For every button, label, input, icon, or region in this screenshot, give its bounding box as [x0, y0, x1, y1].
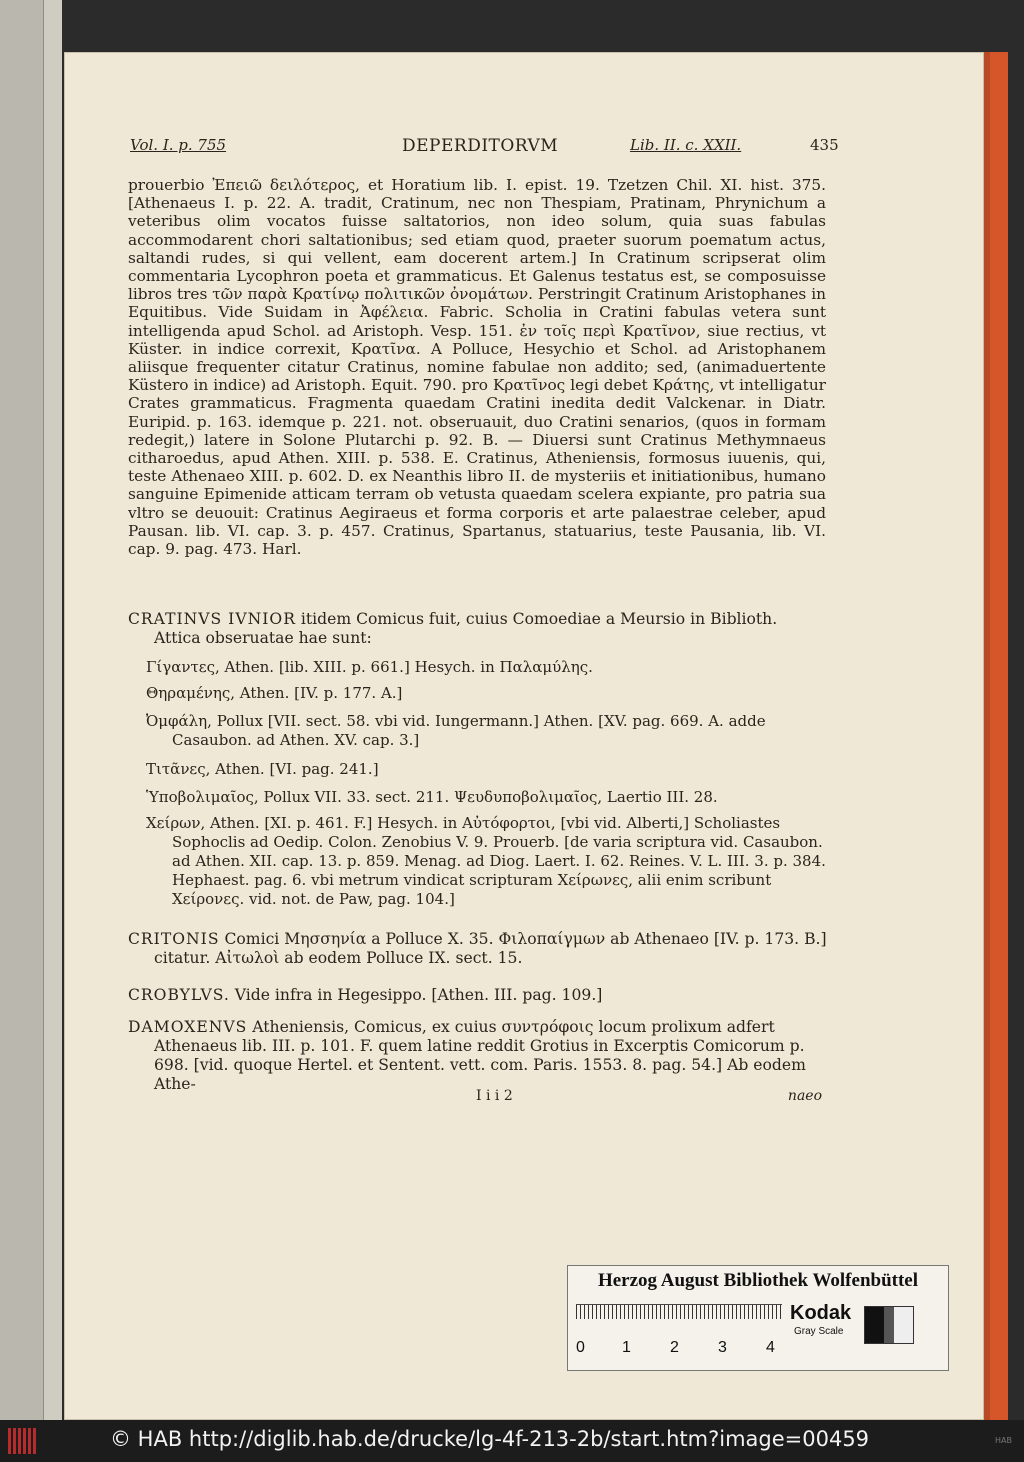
page-foot: [128, 1088, 826, 1106]
scale-ruler: [576, 1304, 782, 1356]
viewer-footer: [0, 1420, 1024, 1462]
signature-mark: I i i 2: [476, 1088, 513, 1104]
library-name: Herzog August Bibliothek Wolfenbüttel: [597, 1270, 919, 1291]
play-text: Ὀμφάλη, Pollux [VII. sect. 58. vbi vid. Iungermann.] Athen. [XV. pag. 669. A. adde Casaubon. ad Athen. XV. cap. 3.]: [146, 712, 766, 749]
play-item: [146, 814, 826, 909]
page-edge-strip: [984, 52, 1008, 1420]
library-color-target: [567, 1265, 949, 1371]
ruler-number: 4: [766, 1339, 775, 1356]
play-item: [146, 760, 826, 779]
ruler-number: 2: [670, 1339, 679, 1356]
body-paragraph: [128, 176, 826, 558]
play-item: [146, 684, 826, 703]
entry-text: Comici Μησσηνία a Polluce X. 35. Φιλοπαίγμων ab Athenaeo [IV. p. 173. B.] citatur. Αἰτωλοὶ ab eodem Polluce IX. sect. 15.: [154, 930, 827, 967]
play-item: [146, 658, 826, 677]
volume-reference: Vol. I. p. 755: [130, 136, 227, 154]
play-text: Τιτᾶνες, Athen. [VI. pag. 241.]: [146, 760, 379, 778]
entry-text: Vide infra in Hegesippo. [Athen. III. pag. 109.]: [234, 986, 603, 1004]
catchword: naeo: [787, 1088, 822, 1104]
play-text: Θηραμένης, Athen. [IV. p. 177. A.]: [146, 684, 403, 702]
entry-lemma: CRITONIS: [128, 930, 220, 948]
copyright-link[interactable]: © HAB http://diglib.hab.de/drucke/lg-4f-213-2b/start.htm?image=00459: [110, 1427, 870, 1451]
gray-scale-swatch: [864, 1306, 914, 1344]
kodak-logo: Kodak: [790, 1302, 852, 1324]
entry-critonis: [128, 930, 828, 968]
book-chapter-reference: Lib. II. c. XXII.: [630, 136, 742, 154]
entry-damoxenus: [128, 1018, 828, 1094]
running-title: DEPERDITORVM: [402, 136, 559, 156]
running-header: [130, 136, 839, 158]
continued-paragraph: prouerbio Ἐπειῶ δειλότερος, et Horatium lib. I. epist. 19. Tzetzen Chil. XI. hist. 375. [Athenaeus I. p. 22. A. tradit, Cratinum, nec non Thespiam, Pratinam, Phrynichum a veteribus olim vocatos fuisse saltatorios, non ideo solum, quia suas fabulas accommodarent chori saltationibus; sed etiam quod, praeter suorum poematum actus, saltandi rudes, si qui vellent, eam docerent artem.] In Cratinum scripserat olim commentaria Lycophron poeta et grammaticus. Et Galenus testatus est, se composuisse libros tres τῶν παρὰ Κρατίνῳ πολιτικῶν ὀνομάτων. Perstringit Cratinum Aristophanes in Equitibus. Vide Suidam in Ἀφέλεια. Fabric. Scholia in Cratini fabulas vetera sunt intelligenda apud Schol. ad Aristoph. Vesp. 151. ἐν τοῖς περὶ Κρατῖνον, siue rectius, vt Küster. in indice correxit, Κρατῖνα. A Polluce, Hesychio et Schol. ad Aristophanem aliisque frequenter citatur Cratinus, nomine fabulae non addito; sed, (animaduertente Küstero in indice) ad Aristoph. Equit. 790. pro Κρατῖνος legi debet Κράτης, vt intelligatur Crates grammaticus. Fragmenta quaedam Cratini inedita dedit Valckenar. in Diatr. Euripid. p. 163. idemque p. 221. not. obseruauit, duo Cratini senarios, (quos in formam redegit,) latere in Solone Plutarchi p. 92. B. — Diuersi sunt Cratinus Methymnaeus citharoedus, apud Athen. XIII. p. 538. E. Cratinus, Atheniensis, formosus iuuenis, qui, teste Athenaeo XIII. p. 602. D. ex Neanthis libro II. de mysteriis et initiationibus, humano sanguine Epimenide atticam terram ob vetusta quaedam scelera expiante, pro patria sua vltro se deuouit: Cratinus Aegiraeus et forma corporis et arte palaestrae celeber, apud Pausan. lib. VI. cap. 3. p. 457. Cratinus, Spartanus, statuarius, teste Pausania, lib. VI. cap. 9. pag. 473. Harl.: [128, 176, 826, 559]
play-text: Χείρων, Athen. [XI. p. 461. F.] Hesych. in Αὐτόφορτοι, [vbi vid. Alberti,] Scholiastes Sophoclis ad Oedip. Colon. Zenobius V. 9. Prouerb. [de varia scriptura vid. Casaubon. ad Athen. XII. cap. 13. p. 859. Menag. ad Diog. Laert. I. 62. Reines. V. L. III. 3. p. 384. Hephaest. pag. 6. vbi metrum vindicat scripturam Χείρωνες, alii enim scribunt Χείρονες. vid. not. de Paw, pag. 104.]: [146, 814, 826, 908]
entry-crobylus: [128, 986, 828, 1005]
ruler-number: 0: [576, 1339, 585, 1356]
entry-text: itidem Comicus fuit, cuius Comoediae a Meursio in Biblioth. Attica obseruatae hae sunt:: [154, 610, 778, 647]
entry-text: Atheniensis, Comicus, ex cuius συντρόφοις locum prolixum adfert Athenaeus lib. III. p. 101. F. quem latine reddit Grotius in Excerptis Comicorum p. 698. [vid. quoque Hertel. et Sentent. vett. com. Paris. 1553. 8. pag. 54.] Ab eodem Athe-: [154, 1018, 806, 1093]
entry-lemma: CROBYLVS.: [128, 986, 230, 1004]
ruler-number: 1: [622, 1339, 631, 1356]
page-number: 435: [810, 136, 839, 154]
hab-logo-icon: [8, 1428, 38, 1454]
gray-scale-label: Gray Scale: [794, 1326, 844, 1337]
play-item: [146, 788, 826, 807]
ruler-ticks: [576, 1305, 782, 1319]
play-text: Ὑποβολιμαῖος, Pollux VII. 33. sect. 211. Ψευδυποβολιμαῖος, Laertio III. 28.: [146, 788, 718, 806]
play-text: Γίγαντες, Athen. [lib. XIII. p. 661.] Hesych. in Παλαμύλης.: [146, 658, 593, 676]
entry-lemma: CRATINVS IVNIOR: [128, 610, 296, 628]
ruler-number: 3: [718, 1339, 727, 1356]
left-page-edge: [0, 0, 62, 1420]
play-item: [146, 712, 826, 750]
entry-cratinus-iunior: [128, 610, 828, 648]
footer-mark: HAB: [995, 1436, 1012, 1445]
entry-lemma: DAMOXENVS: [128, 1018, 248, 1036]
